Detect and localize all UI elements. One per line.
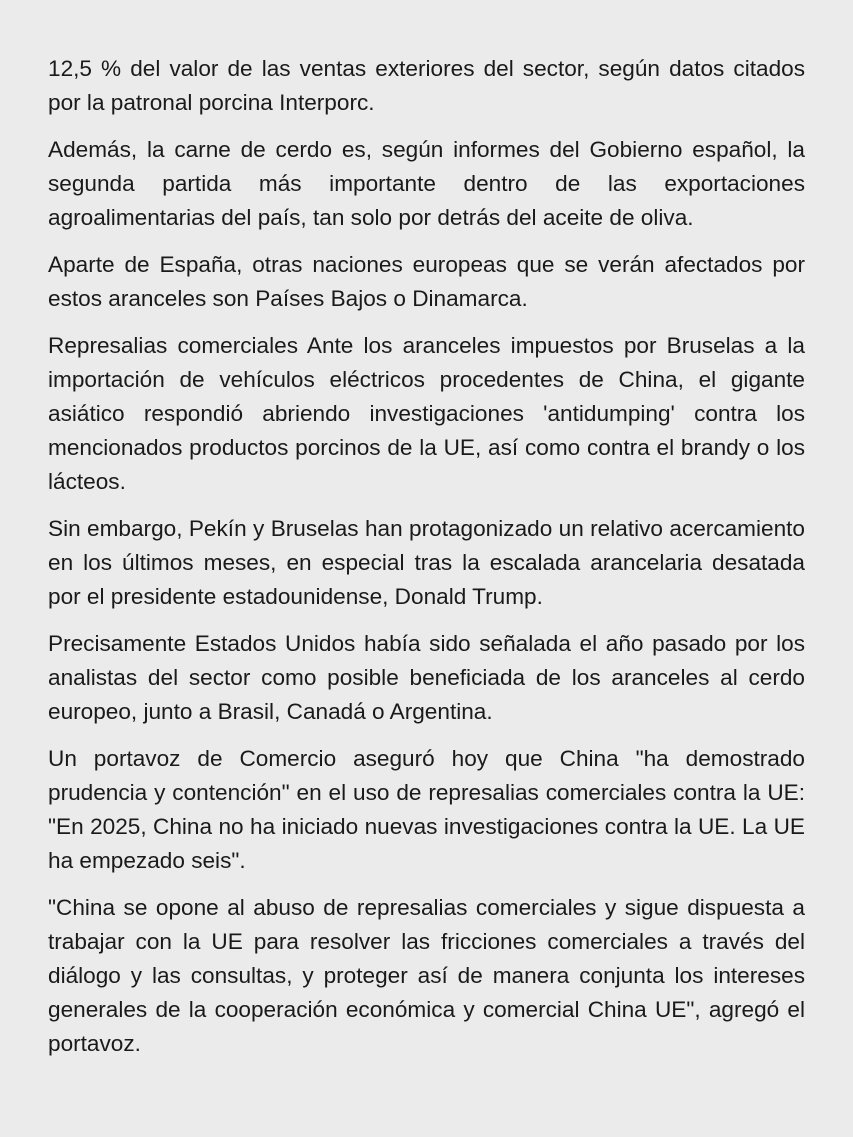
paragraph-export-share: 12,5 % del valor de las ventas exteriores del sector, según datos citados por la patronal porcina Interporc. xyxy=(48,56,805,115)
paragraph-spokesperson-quote: "China se opone al abuso de represalias comerciales y sigue dispuesta a trabajar con la UE para resolver las fricciones comerciales a través del diálogo y las consultas, y proteger así de manera conjunta los intereses generales de la cooperación económica y comercial China UE", agregó el portavoz. xyxy=(48,895,805,1056)
paragraph-pork-ranking: Además, la carne de cerdo es, según informes del Gobierno español, la segunda partida más importante dentro de las exportaciones agroalimentarias del país, tan solo por detrás del aceite de oliva. xyxy=(48,137,805,230)
paragraph-spokesperson-statement: Un portavoz de Comercio aseguró hoy que China "ha demostrado prudencia y contención" en el uso de represalias comerciales contra la UE: "En 2025, China no ha iniciado nuevas investigaciones contra la UE. La UE ha empezado seis". xyxy=(48,746,805,873)
paragraph-trade-reprisals: Represalias comerciales Ante los aranceles impuestos por Bruselas a la importación de vehículos eléctricos procedentes de China, el gigante asiático respondió abriendo investigaciones 'antidumping' contra los mencionados productos porcinos de la UE, así como contra el brandy o los lácteos. xyxy=(48,333,805,494)
paragraph-affected-nations: Aparte de España, otras naciones europeas que se verán afectados por estos aranceles son Países Bajos o Dinamarca. xyxy=(48,252,805,311)
article-body xyxy=(48,52,805,1074)
paragraph-us-beneficiary: Precisamente Estados Unidos había sido señalada el año pasado por los analistas del sector como posible beneficiada de los aranceles al cerdo europeo, junto a Brasil, Canadá o Argentina. xyxy=(48,631,805,724)
paragraph-rapprochement: Sin embargo, Pekín y Bruselas han protagonizado un relativo acercamiento en los últimos meses, en especial tras la escalada arancelaria desatada por el presidente estadounidense, Donald Trump. xyxy=(48,516,805,609)
